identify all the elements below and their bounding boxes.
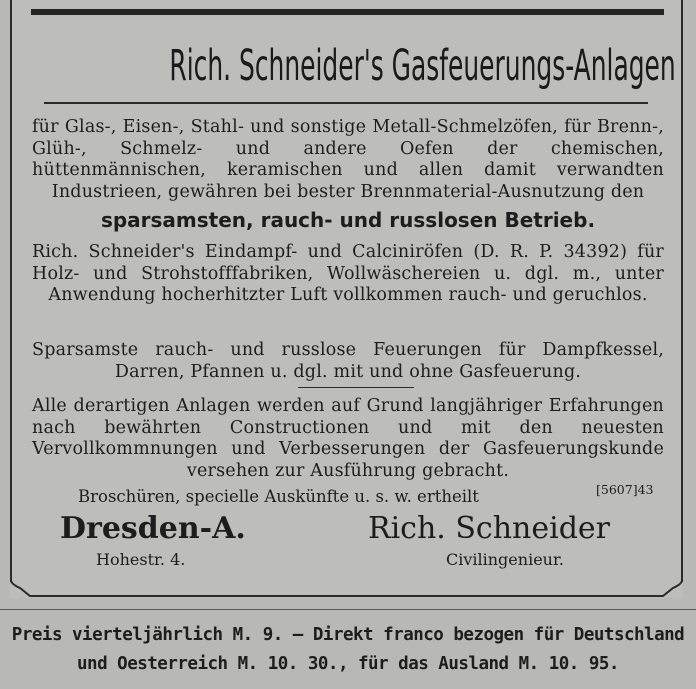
top-rule [31,9,664,15]
paragraph-boilers: Sparsamste rauch- und russlose Feuerungen für Dampfkessel, Darren, Pfannen u. dgl. mit und ohne Gasfeuerung. [32,340,664,382]
brochure-line: Broschüren, specielle Auskünfte u. s. w. ertheilt [78,487,479,506]
frame-bottom-border [8,570,688,604]
footer-separator [0,609,696,610]
paragraph-furnaces: für Glas-, Eisen-, Stahl- und sonstige Metall-Schmelzöfen, für Brenn-, Glüh-, Schmelz- und andere Oefen der chemischen, hüttenmännischen, keramischen und allen damit verwandten Industrieen, gewähren bei bester Brennmaterial-Ausnutzung den [32,117,664,203]
headline: Rich. Schneider's Gasfeuerungs-Anlagen [169,41,676,91]
frame-right-border [681,0,683,582]
headline-underline [44,102,648,104]
city-name: Dresden-A. [60,511,246,546]
price-line-2: und Oesterreich M. 10. 30., für das Ausland M. 10. 95. [77,654,619,674]
signature-name: Rich. Schneider [368,511,611,546]
reference-number: [5607]43 [596,482,654,497]
price-line-1: Preis vierteljährlich M. 9. — Direkt franco bezogen für Deutschland [11,625,685,645]
profession: Civilingenieur. [446,550,564,569]
street-address: Hohestr. 4. [96,550,186,569]
paragraph-construction: Alle derartigen Anlagen werden auf Grund langjähriger Erfahrungen nach bewährten Constructionen und mit den neuesten Vervollkommnungen und Verbesserungen der Gasfeuerungskunde versehen zur Ausführung gebracht. [32,396,664,482]
divider-rule [298,387,414,388]
highlight-text: sparsamsten, rauch- und russlosen Betrieb. [100,208,596,232]
frame-left-border [10,0,12,582]
paragraph-evaporators: Rich. Schneider's Eindampf- und Calciniröfen (D. R. P. 34392) für Holz- und Strohstofffabriken, Wollwäschereien u. dgl. m., unter Anwendung hocherhitzter Luft vollkommen rauch- und geruchlos. [32,242,664,306]
